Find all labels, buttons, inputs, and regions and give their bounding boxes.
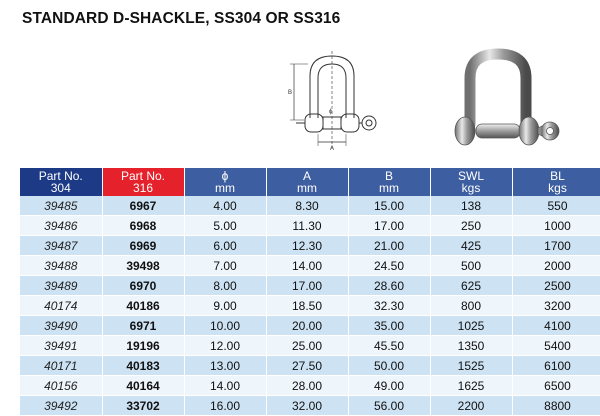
cell-part-no-316: 40186 (102, 296, 184, 316)
cell-diameter: 7.00 (184, 256, 266, 276)
dimension-b-label: B (288, 90, 293, 96)
cell-swl: 500 (430, 256, 512, 276)
cell-part-no-316: 6968 (102, 216, 184, 236)
column-header-label: B (384, 169, 393, 183)
column-header-dimension-a (266, 168, 348, 196)
table-row (20, 236, 600, 256)
shackle-product-image (440, 46, 570, 161)
column-header-unit: 316 (132, 181, 154, 195)
cell-diameter: 8.00 (184, 276, 266, 296)
cell-part-no-304: 40171 (20, 356, 102, 376)
cell-part-no-304: 39491 (20, 336, 102, 356)
cell-part-no-316: 19196 (102, 336, 184, 356)
cell-swl: 1625 (430, 376, 512, 396)
page-title: STANDARD D-SHACKLE, SS304 OR SS316 (22, 10, 341, 27)
cell-bl: 1000 (512, 216, 600, 236)
cell-dimension-b: 24.50 (348, 256, 430, 276)
cell-bl: 2000 (512, 256, 600, 276)
cell-dimension-b: 15.00 (348, 196, 430, 216)
cell-bl: 6500 (512, 376, 600, 396)
cell-part-no-304: 39489 (20, 276, 102, 296)
cell-dimension-b: 45.50 (348, 336, 430, 356)
column-header-swl (430, 168, 512, 196)
cell-swl: 250 (430, 216, 512, 236)
cell-dimension-b: 28.60 (348, 276, 430, 296)
column-header-bl (512, 168, 600, 196)
cell-part-no-316: 6967 (102, 196, 184, 216)
cell-dimension-a: 25.00 (266, 336, 348, 356)
cell-bl: 4100 (512, 316, 600, 336)
column-header-label: Part No. (38, 169, 83, 183)
cell-diameter: 13.00 (184, 356, 266, 376)
column-header-unit: kgs (461, 181, 481, 195)
cell-part-no-304: 39486 (20, 216, 102, 236)
cell-swl: 800 (430, 296, 512, 316)
table-row (20, 316, 600, 336)
table-row (20, 396, 600, 416)
cell-dimension-a: 18.50 (266, 296, 348, 316)
table-row (20, 356, 600, 376)
cell-swl: 625 (430, 276, 512, 296)
cell-diameter: 6.00 (184, 236, 266, 256)
cell-dimension-b: 21.00 (348, 236, 430, 256)
cell-dimension-b: 32.30 (348, 296, 430, 316)
cell-part-no-304: 39485 (20, 196, 102, 216)
column-header-label: SWL (457, 169, 484, 183)
column-header-label: Part No. (120, 169, 165, 183)
column-header-unit: mm (297, 181, 317, 195)
cell-swl: 1525 (430, 356, 512, 376)
cell-dimension-a: 8.30 (266, 196, 348, 216)
cell-part-no-316: 40183 (102, 356, 184, 376)
cell-dimension-a: 32.00 (266, 396, 348, 416)
cell-diameter: 5.00 (184, 216, 266, 236)
cell-part-no-304: 39487 (20, 236, 102, 256)
table-row (20, 216, 600, 236)
cell-diameter: 12.00 (184, 336, 266, 356)
dimension-a-label: A (330, 146, 335, 152)
cell-part-no-304: 39490 (20, 316, 102, 336)
table-row (20, 256, 600, 276)
cell-dimension-a: 12.30 (266, 236, 348, 256)
cell-part-no-304: 39492 (20, 396, 102, 416)
cell-part-no-316: 39498 (102, 256, 184, 276)
cell-bl: 3200 (512, 296, 600, 316)
cell-swl: 1350 (430, 336, 512, 356)
cell-swl: 1025 (430, 316, 512, 336)
cell-dimension-b: 50.00 (348, 356, 430, 376)
cell-swl: 2200 (430, 396, 512, 416)
cell-dimension-a: 17.00 (266, 276, 348, 296)
column-header-part-no-304 (20, 168, 102, 196)
column-header-unit: 304 (50, 181, 71, 195)
cell-part-no-304: 40174 (20, 296, 102, 316)
cell-part-no-316: 33702 (102, 396, 184, 416)
cell-diameter: 4.00 (184, 196, 266, 216)
cell-bl: 1700 (512, 236, 600, 256)
cell-part-no-304: 39488 (20, 256, 102, 276)
cell-swl: 425 (430, 236, 512, 256)
cell-diameter: 16.00 (184, 396, 266, 416)
table-row (20, 376, 600, 396)
cell-part-no-304: 40156 (20, 376, 102, 396)
column-header-label: BL (550, 169, 565, 183)
cell-diameter: 9.00 (184, 296, 266, 316)
cell-dimension-a: 11.30 (266, 216, 348, 236)
cell-dimension-a: 20.00 (266, 316, 348, 336)
cell-bl: 550 (512, 196, 600, 216)
cell-bl: 2500 (512, 276, 600, 296)
table-header-row (20, 168, 600, 196)
cell-bl: 6100 (512, 356, 600, 376)
specifications-table (20, 168, 600, 416)
shackle-technical-drawing (272, 50, 397, 155)
cell-swl: 138 (430, 196, 512, 216)
cell-dimension-b: 56.00 (348, 396, 430, 416)
cell-dimension-b: 35.00 (348, 316, 430, 336)
table-row (20, 296, 600, 316)
dimension-phi-label: ϕ (329, 109, 333, 115)
column-header-unit: kgs (548, 181, 567, 195)
cell-part-no-316: 6970 (102, 276, 184, 296)
cell-diameter: 10.00 (184, 316, 266, 336)
column-header-unit: mm (379, 181, 399, 195)
table-row (20, 196, 600, 216)
cell-part-no-316: 40164 (102, 376, 184, 396)
column-header-dimension-b (348, 168, 430, 196)
cell-dimension-a: 27.50 (266, 356, 348, 376)
cell-diameter: 14.00 (184, 376, 266, 396)
cell-dimension-b: 17.00 (348, 216, 430, 236)
cell-bl: 8800 (512, 396, 600, 416)
column-header-diameter (184, 168, 266, 196)
cell-bl: 5400 (512, 336, 600, 356)
cell-dimension-b: 49.00 (348, 376, 430, 396)
cell-dimension-a: 14.00 (266, 256, 348, 276)
cell-dimension-a: 28.00 (266, 376, 348, 396)
column-header-unit: mm (215, 181, 235, 195)
table-row (20, 336, 600, 356)
column-header-label: A (302, 169, 311, 183)
column-header-part-no-316 (102, 168, 184, 196)
column-header-label: ϕ (221, 169, 229, 183)
table-row (20, 276, 600, 296)
cell-part-no-316: 6969 (102, 236, 184, 256)
cell-part-no-316: 6971 (102, 316, 184, 336)
